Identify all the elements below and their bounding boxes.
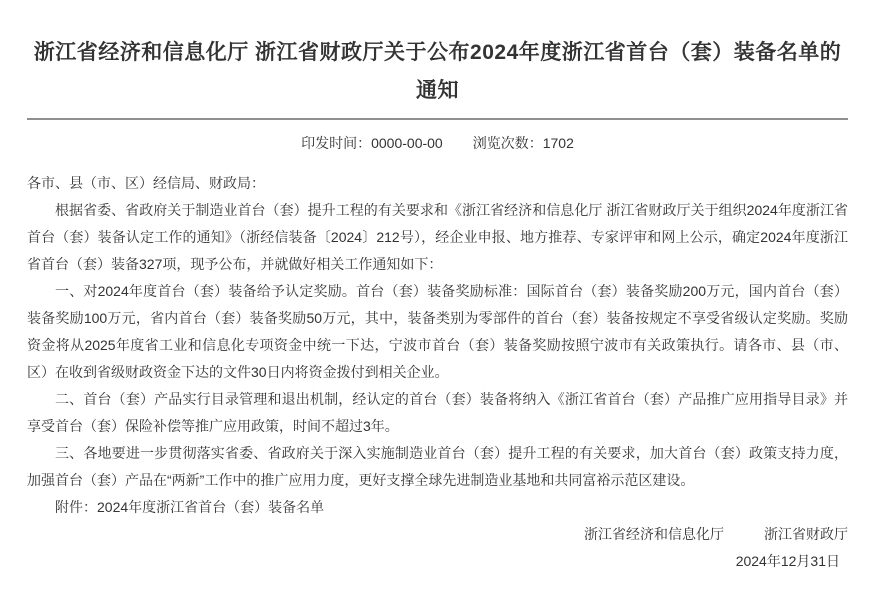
signature-agency-1: 浙江省经济和信息化厅: [584, 526, 724, 542]
paragraph-item-1: 一、对2024年度首台（套）装备给予认定奖励。首台（套）装备奖励标准：国际首台（套）装备奖励200万元，国内首台（套）装备奖励100万元，省内首台（套）装备奖励50万元，其中，装备类别为零部件的首台（套）装备按规定不享受省级认定奖励。奖励资金将从2025年度省工业和信息化专项资金中统一下达，宁波市首台（套）装备奖励按照宁波市有关政策执行。请各市、县（市、区）在收到省级财政资金下达的文件30日内将资金拨付到相关企业。: [27, 283, 848, 380]
salutation: 各市、县（市、区）经信局、财政局：: [27, 175, 265, 191]
print-time-label: 印发时间：: [301, 135, 372, 151]
view-count-value: 1702: [542, 135, 574, 151]
signature-agencies: [27, 521, 848, 548]
page-title: 浙江省经济和信息化厅 浙江省财政厅关于公布2024年度浙江省首台（套）装备名单的通知: [33, 41, 842, 102]
signature-agency-2: 浙江省财政厅: [764, 526, 848, 542]
view-count-label: 浏览次数：: [472, 135, 543, 151]
notice-body: [27, 170, 848, 575]
signature-date: 2024年12月31日: [735, 553, 840, 569]
paragraph-intro: 根据省委、省政府关于制造业首台（套）提升工程的有关要求和《浙江省经济和信息化厅 浙江省财政厅关于组织2024年度浙江省首台（套）装备认定工作的通知》（浙经信装备〔2024〕212号），经企业申报、地方推荐、专家评审和网上公示，确定2024年度浙江省首台（套）装备327项，现予公布，并就做好相关工作通知如下：: [27, 202, 848, 272]
print-time-value: 0000-00-00: [371, 135, 443, 151]
attachment-line: 附件：2024年度浙江省首台（套）装备名单: [55, 499, 325, 515]
paragraph-item-2: 二、首台（套）产品实行目录管理和退出机制，经认定的首台（套）装备将纳入《浙江省首台（套）产品推广应用指导目录》并享受首台（套）保险补偿等推广应用政策，时间不超过3年。: [27, 391, 848, 434]
meta-bar: [27, 133, 848, 153]
title-divider: [27, 118, 848, 120]
paragraph-item-3: 三、各地要进一步贯彻落实省委、省政府关于深入实施制造业首台（套）提升工程的有关要求，加大首台（套）政策支持力度，加强首台（套）产品在“两新”工作中的推广应用力度，更好支撑全球先进制造业基地和共同富裕示范区建设。: [27, 445, 848, 488]
